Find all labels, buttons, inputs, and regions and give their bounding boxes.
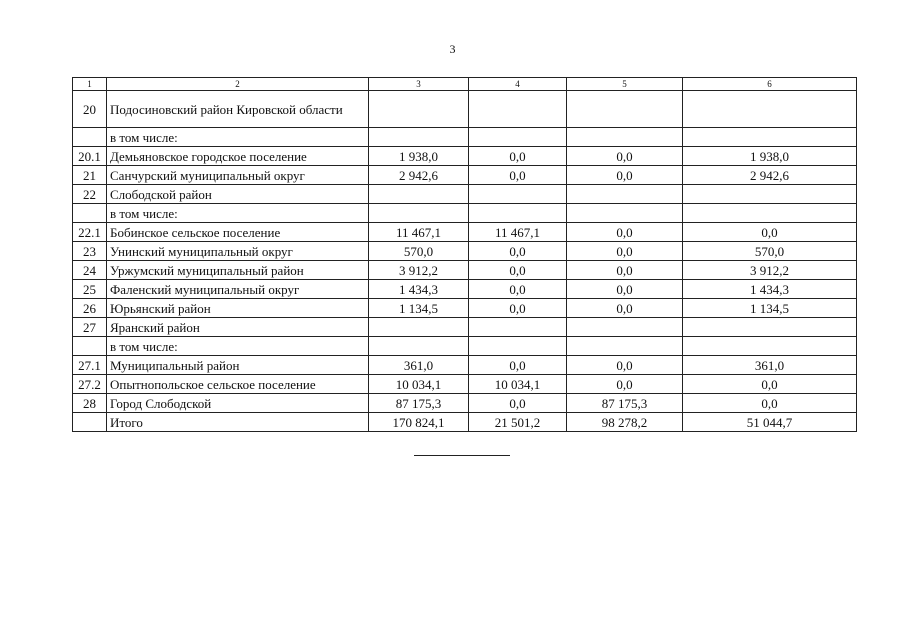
- value-cell-col3: 11 467,1: [369, 223, 469, 242]
- value-cell-col3: 87 175,3: [369, 394, 469, 413]
- row-name-cell: Слободской район: [107, 185, 369, 204]
- value-cell-col4: 21 501,2: [469, 413, 567, 432]
- value-cell-col3: 3 912,2: [369, 261, 469, 280]
- value-cell-col6: 570,0: [683, 242, 857, 261]
- table-row: [73, 185, 857, 204]
- value-cell-col5: 0,0: [567, 242, 683, 261]
- value-cell-col3: 361,0: [369, 356, 469, 375]
- value-cell-col3: [369, 204, 469, 223]
- row-number-cell: 20.1: [73, 147, 107, 166]
- row-name-cell: Итого: [107, 413, 369, 432]
- row-number-cell: 24: [73, 261, 107, 280]
- value-cell-col3: 2 942,6: [369, 166, 469, 185]
- value-cell-col6: [683, 91, 857, 128]
- value-cell-col4: 0,0: [469, 394, 567, 413]
- header-cell: 5: [567, 78, 683, 91]
- table-row: [73, 261, 857, 280]
- header-cell: 1: [73, 78, 107, 91]
- row-name-cell: Унинский муниципальный округ: [107, 242, 369, 261]
- row-number-cell: 25: [73, 280, 107, 299]
- row-number-cell: 26: [73, 299, 107, 318]
- row-number-cell: 27.2: [73, 375, 107, 394]
- table-row: [73, 375, 857, 394]
- value-cell-col6: 361,0: [683, 356, 857, 375]
- value-cell-col4: 0,0: [469, 280, 567, 299]
- row-number-cell: [73, 337, 107, 356]
- value-cell-col5: 0,0: [567, 166, 683, 185]
- row-name-cell: в том числе:: [107, 204, 369, 223]
- value-cell-col4: [469, 318, 567, 337]
- row-number-cell: 22: [73, 185, 107, 204]
- table-row: [73, 356, 857, 375]
- table-row: [73, 299, 857, 318]
- row-number-cell: 22.1: [73, 223, 107, 242]
- value-cell-col6: [683, 337, 857, 356]
- value-cell-col3: 170 824,1: [369, 413, 469, 432]
- page-number: 3: [449, 42, 456, 56]
- row-number-cell: 27.1: [73, 356, 107, 375]
- value-cell-col5: [567, 204, 683, 223]
- value-cell-col4: [469, 128, 567, 147]
- value-cell-col6: [683, 128, 857, 147]
- value-cell-col3: [369, 91, 469, 128]
- value-cell-col5: [567, 337, 683, 356]
- header-cell: 2: [107, 78, 369, 91]
- table-row: [73, 166, 857, 185]
- row-name-cell: Санчурский муниципальный округ: [107, 166, 369, 185]
- table-row: [73, 413, 857, 432]
- row-name-cell: в том числе:: [107, 337, 369, 356]
- table-row: [73, 318, 857, 337]
- value-cell-col6: 2 942,6: [683, 166, 857, 185]
- value-cell-col6: 0,0: [683, 375, 857, 394]
- value-cell-col3: 10 034,1: [369, 375, 469, 394]
- value-cell-col3: 1 938,0: [369, 147, 469, 166]
- value-cell-col6: [683, 185, 857, 204]
- row-number-cell: 21: [73, 166, 107, 185]
- value-cell-col6: [683, 204, 857, 223]
- value-cell-col5: [567, 318, 683, 337]
- row-name-cell: Город Слободской: [107, 394, 369, 413]
- row-name-cell: Уржумский муниципальный район: [107, 261, 369, 280]
- row-name-cell: Муниципальный район: [107, 356, 369, 375]
- row-name-cell: Юрьянский район: [107, 299, 369, 318]
- row-number-cell: 23: [73, 242, 107, 261]
- value-cell-col5: 0,0: [567, 375, 683, 394]
- table-row: [73, 147, 857, 166]
- table-header-row: [73, 78, 857, 91]
- value-cell-col5: 98 278,2: [567, 413, 683, 432]
- table-row: [73, 91, 857, 128]
- value-cell-col6: [683, 318, 857, 337]
- value-cell-col4: 0,0: [469, 299, 567, 318]
- value-cell-col3: [369, 185, 469, 204]
- value-cell-col4: [469, 91, 567, 128]
- table-row: [73, 394, 857, 413]
- value-cell-col5: 0,0: [567, 299, 683, 318]
- value-cell-col5: 0,0: [567, 147, 683, 166]
- value-cell-col5: 0,0: [567, 261, 683, 280]
- budget-table: [72, 77, 857, 432]
- value-cell-col6: 51 044,7: [683, 413, 857, 432]
- header-cell: 6: [683, 78, 857, 91]
- value-cell-col6: 3 912,2: [683, 261, 857, 280]
- header-cell: 4: [469, 78, 567, 91]
- value-cell-col4: 0,0: [469, 261, 567, 280]
- value-cell-col6: 1 434,3: [683, 280, 857, 299]
- value-cell-col4: [469, 204, 567, 223]
- table-row: [73, 128, 857, 147]
- row-name-cell: Яранский район: [107, 318, 369, 337]
- value-cell-col3: [369, 128, 469, 147]
- value-cell-col3: 570,0: [369, 242, 469, 261]
- value-cell-col4: 0,0: [469, 356, 567, 375]
- value-cell-col5: 0,0: [567, 280, 683, 299]
- row-name-cell: Фаленский муниципальный округ: [107, 280, 369, 299]
- value-cell-col4: 0,0: [469, 242, 567, 261]
- row-name-cell: Подосиновский район Кировской области: [107, 91, 369, 128]
- row-number-cell: [73, 204, 107, 223]
- row-number-cell: 27: [73, 318, 107, 337]
- value-cell-col4: 11 467,1: [469, 223, 567, 242]
- row-name-cell: Бобинское сельское поселение: [107, 223, 369, 242]
- value-cell-col5: [567, 185, 683, 204]
- table-row: [73, 223, 857, 242]
- value-cell-col3: 1 134,5: [369, 299, 469, 318]
- row-number-cell: 20: [73, 91, 107, 128]
- row-name-cell: в том числе:: [107, 128, 369, 147]
- value-cell-col5: [567, 128, 683, 147]
- value-cell-col5: 0,0: [567, 356, 683, 375]
- row-number-cell: [73, 413, 107, 432]
- row-number-cell: [73, 128, 107, 147]
- header-cell: 3: [369, 78, 469, 91]
- value-cell-col6: 0,0: [683, 223, 857, 242]
- value-cell-col6: 1 938,0: [683, 147, 857, 166]
- value-cell-col4: 0,0: [469, 147, 567, 166]
- value-cell-col6: 0,0: [683, 394, 857, 413]
- row-name-cell: Опытнопольское сельское поселение: [107, 375, 369, 394]
- value-cell-col3: 1 434,3: [369, 280, 469, 299]
- value-cell-col4: [469, 185, 567, 204]
- value-cell-col5: 0,0: [567, 223, 683, 242]
- value-cell-col5: [567, 91, 683, 128]
- value-cell-col3: [369, 337, 469, 356]
- table-row: [73, 280, 857, 299]
- value-cell-col5: 87 175,3: [567, 394, 683, 413]
- value-cell-col4: 0,0: [469, 166, 567, 185]
- value-cell-col6: 1 134,5: [683, 299, 857, 318]
- table-row: [73, 337, 857, 356]
- table-row: [73, 242, 857, 261]
- value-cell-col4: 10 034,1: [469, 375, 567, 394]
- value-cell-col4: [469, 337, 567, 356]
- row-number-cell: 28: [73, 394, 107, 413]
- row-name-cell: Демьяновское городское поселение: [107, 147, 369, 166]
- closing-rule: [414, 455, 510, 456]
- value-cell-col3: [369, 318, 469, 337]
- table-row: [73, 204, 857, 223]
